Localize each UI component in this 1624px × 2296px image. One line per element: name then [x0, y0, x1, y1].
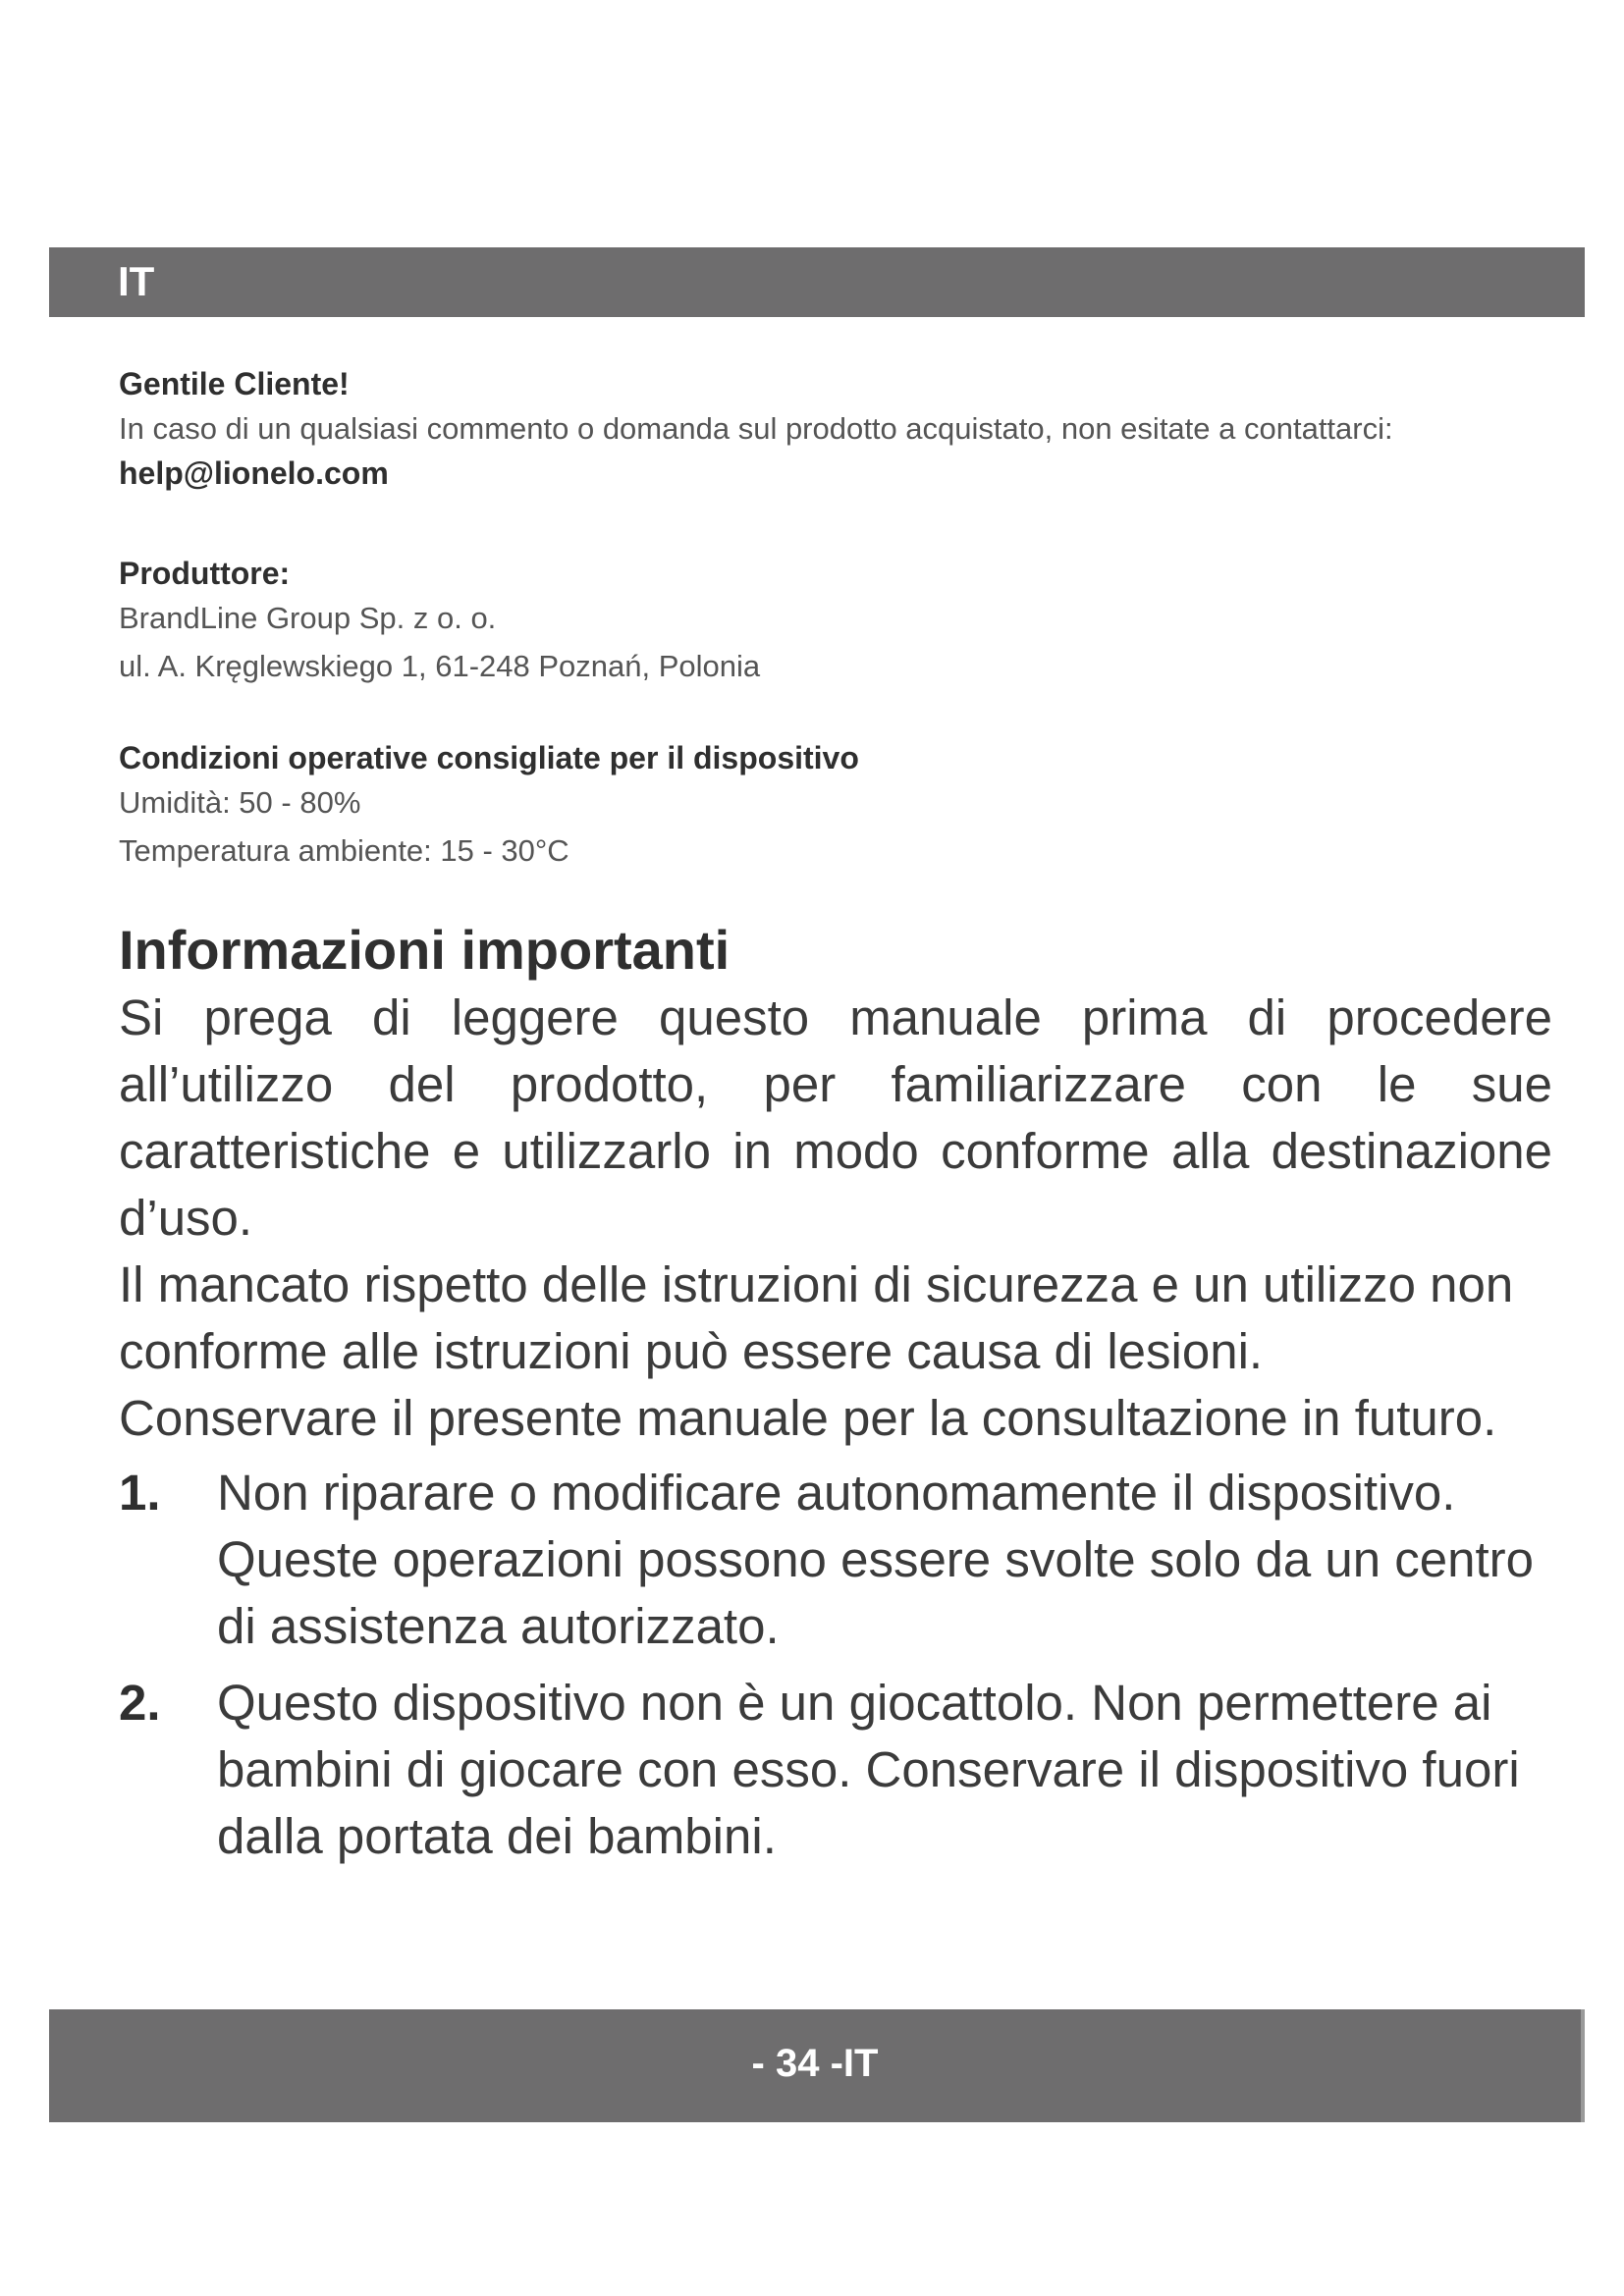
list-item-number: 1.	[119, 1465, 161, 1521]
spacer	[119, 690, 1552, 737]
list-item-number: 2.	[119, 1675, 161, 1731]
operating-conditions-section	[119, 737, 1552, 875]
footer-bar	[49, 2009, 1585, 2122]
page-content	[119, 363, 1552, 1880]
important-info-paragraph: Il mancato rispetto delle istruzioni di sicurezza e un utilizzo non conforme alle istruzioni può essere causa di lesioni.	[119, 1256, 1514, 1379]
important-info-heading: Informazioni importanti	[119, 919, 731, 981]
spacer	[119, 494, 1552, 553]
page-number: - 34 -IT	[751, 2042, 879, 2085]
spacer	[119, 875, 1552, 916]
manufacturer-address: ul. A. Kręglewskiego 1, 61-248 Poznań, Polonia	[119, 649, 761, 683]
safety-instructions-list	[119, 1460, 1552, 1870]
contact-email: help@lionelo.com	[119, 455, 389, 491]
manufacturer-label: Produttore:	[119, 556, 291, 591]
greeting: Gentile Cliente!	[119, 366, 350, 401]
list-item	[119, 1670, 1552, 1870]
humidity-range: Umidità: 50 - 80%	[119, 785, 361, 820]
manufacturer-section	[119, 553, 1552, 690]
important-info-paragraph: Conservare il presente manuale per la consultazione in futuro.	[119, 1390, 1497, 1446]
list-item-text: Questo dispositivo non è un giocattolo. Non permettere ai bambini di giocare con esso. Conservare il dispositivo fuori dalla portata dei bambini.	[217, 1675, 1520, 1864]
manufacturer-name: BrandLine Group Sp. z o. o.	[119, 601, 497, 635]
language-label: IT	[118, 258, 155, 304]
contact-message: In caso di un qualsiasi commento o domanda sul prodotto acquistato, non esitate a contattarci:	[119, 411, 1393, 446]
list-item-text: Non riparare o modificare autonomamente il dispositivo. Queste operazioni possono essere svolte solo da un centro di assistenza autorizzato.	[217, 1465, 1534, 1654]
contact-section	[119, 363, 1552, 494]
important-info-section	[119, 916, 1552, 1870]
list-item	[119, 1460, 1552, 1660]
header-bar	[49, 247, 1585, 317]
important-info-paragraph: Si prega di leggere questo manuale prima di procedere all’utilizzo del prodotto, per familiarizzare con le sue caratteristiche e utilizzarlo in modo conforme alla destinazione d’uso.	[119, 989, 1552, 1246]
operating-conditions-title: Condizioni operative consigliate per il dispositivo	[119, 740, 859, 775]
temperature-range: Temperatura ambiente: 15 - 30°C	[119, 833, 569, 868]
